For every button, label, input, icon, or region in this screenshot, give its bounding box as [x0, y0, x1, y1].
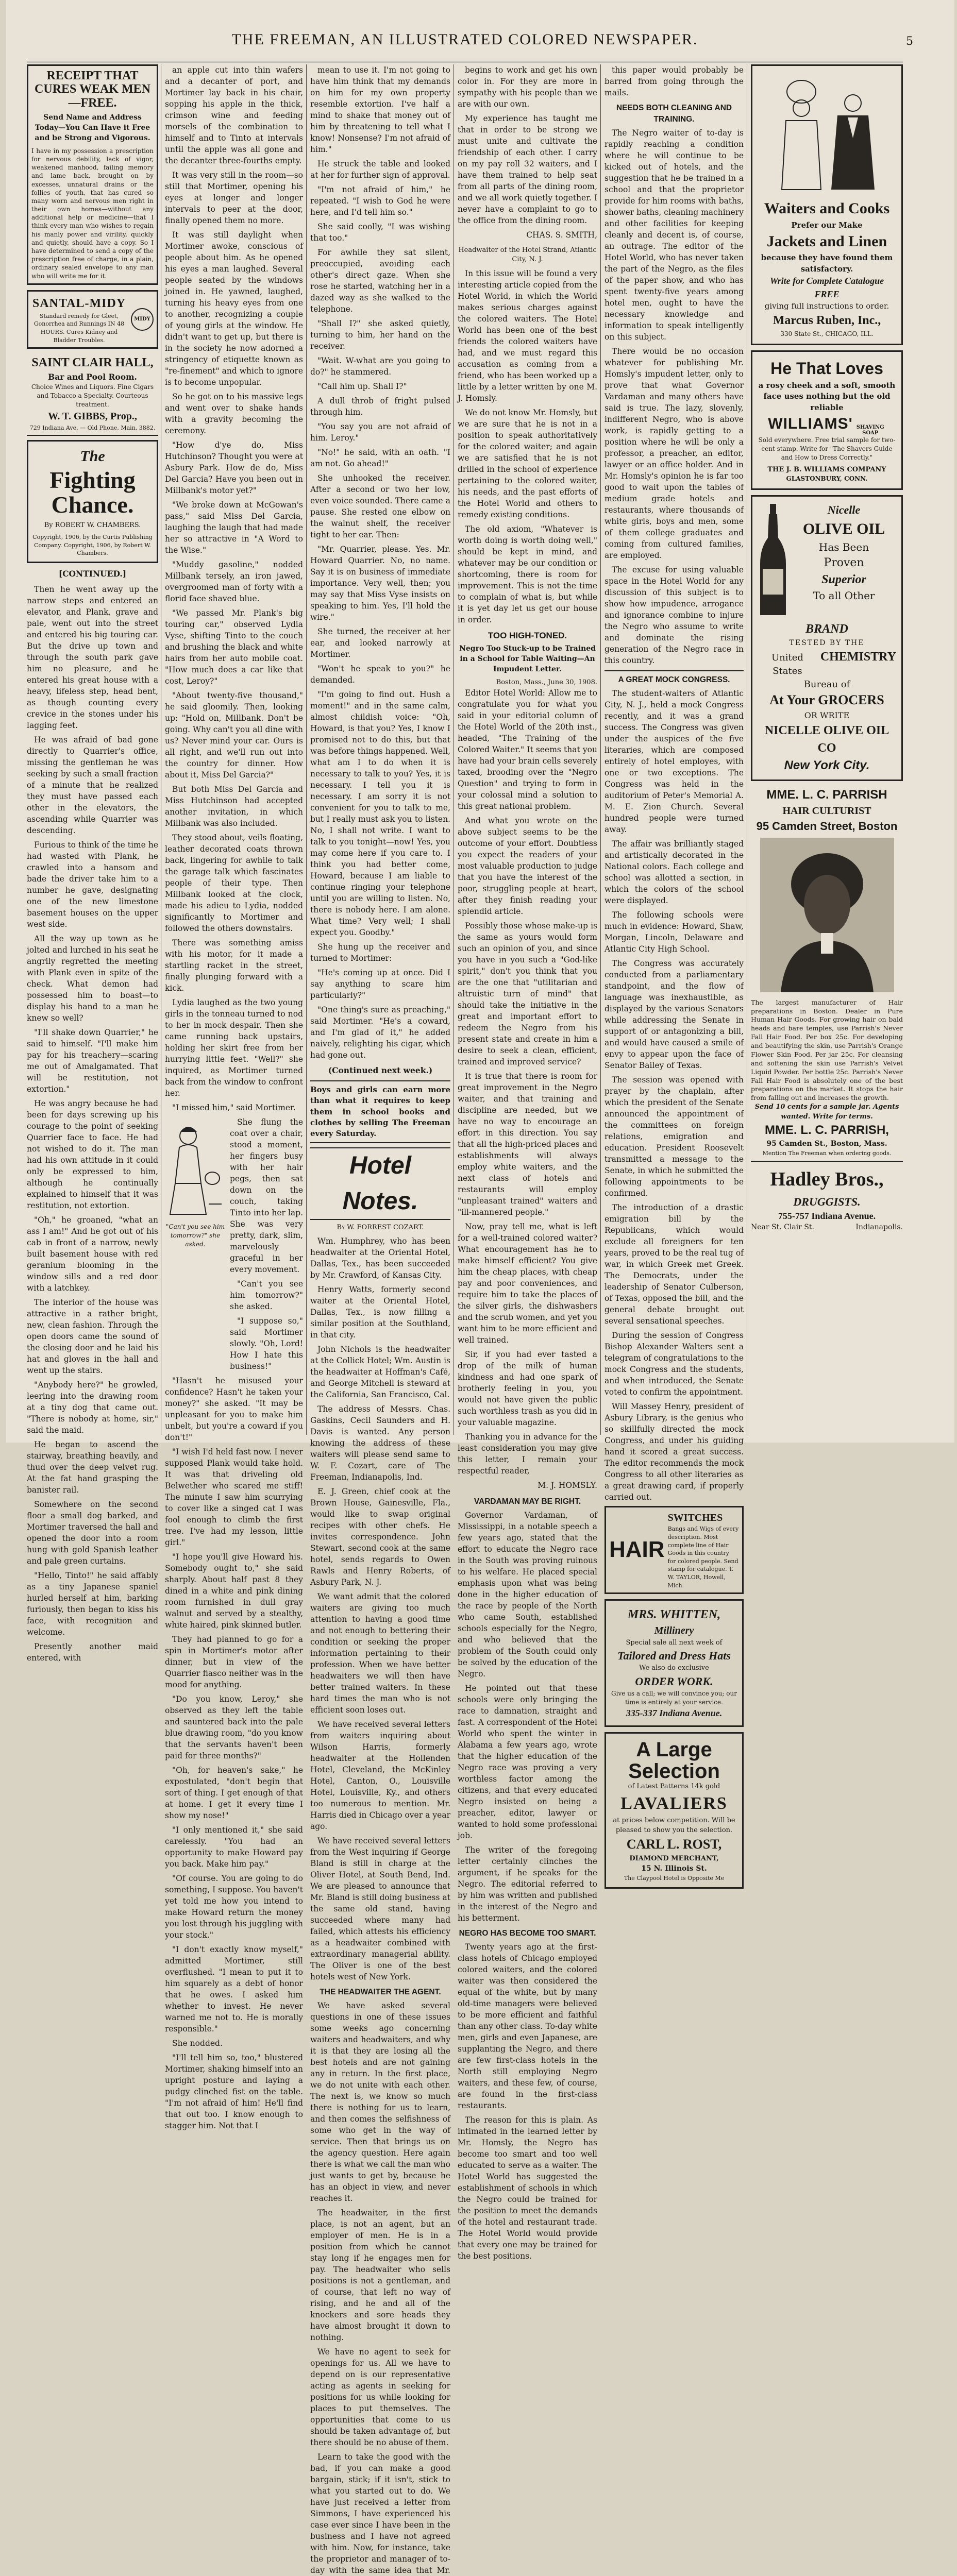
- article-paragraph: begins to work and get his own color in. For they are more in sympathy with his people than we are with our own.: [458, 65, 597, 109]
- article-paragraph: We do not know Mr. Homsly, but we are sure that he is not in a position to speak authoritatively for the colored waiter; and again we are satisfied that he is not drilled in the school of experience pertaining to the colored waiter, his needs, and the past efforts of the Hotel World and others to remedy existing conditions.: [458, 408, 597, 519]
- story-paragraph: "You say you are not afraid of him. Leroy.": [310, 422, 450, 443]
- ad-st-clair: [27, 354, 158, 436]
- waiters-sub: Prefer our Make: [791, 220, 863, 230]
- hair-heading: SWITCHES: [667, 1512, 723, 1523]
- whitten-also: We also do exclusive: [639, 1664, 709, 1672]
- story-paragraph: "Oh, for heaven's sake," he expostulated, "don't begin that sort of thing. I get enough of that at home. I get it every time I show my nose!": [165, 1766, 303, 1820]
- ad-mrs-whitten: [605, 1599, 744, 1726]
- story-paragraph: "Call him up. Shall I?": [317, 382, 407, 391]
- article-paragraph: The writer of the foregoing letter certainly clinches the argument, if he speaks for the Negro. The editorial referred to by him was written and published in the interest of the Negro and his betterment.: [458, 1845, 597, 1923]
- parrish-address: 95 Camden Street, Boston: [756, 820, 898, 833]
- story-continued-next: (Continued next week.): [328, 1065, 433, 1075]
- story-paragraph: The interior of the house was attractive in a rather bright, new, clean fashion. Through the open doors came the sound of the closing door and he laid his hat and gloves in the hall and went up the stairs.: [27, 1297, 158, 1375]
- rost-body: at prices below competition. Will be pleased to show you the selection.: [613, 1817, 735, 1834]
- waiters-name: Marcus Ruben, Inc.,: [773, 314, 881, 328]
- hadley-city: Indianapolis.: [855, 1223, 903, 1232]
- story-paragraph: So he got on to his massive legs and went over to shake hands with a gravity becoming the ceremony.: [165, 392, 303, 435]
- letter-paragraph: Editor Hotel World: Allow me to congratulate you for what you said in your editorial column of the Hotel World of the 20th inst., headed, "The Training of the Colored Waiter." It seems that you have had your brain cells severely taxed, brooding over the "Negro Question" and trying to form in your colossal mind a solution to this great national problem.: [458, 688, 597, 811]
- loves-body: a rosy cheek and a soft, smooth face uses nothing but the old reliable: [758, 381, 896, 412]
- article-paragraph: this paper would probably be barred from going through the mails.: [605, 65, 744, 97]
- story-paragraph: mean to use it. I'm not going to have him think that my demands on him for my own property resemble extortion. I've half a mind to shake that money out of him by threatening to tell what I know! Nonsense? I'm not afraid of him.": [310, 65, 450, 154]
- article-paragraph: The Congress was accurately conducted from a parliamentary standpoint, and the flow of language was inexhaustible, as displayed by the various Senators while addressing the Senate in support of or antagonizing a bill, and would have caused a smile of envy to appear upon the face of Senator Bailey of Texas.: [605, 959, 744, 1070]
- column-3: [310, 64, 450, 2575]
- column-1: [27, 64, 158, 1663]
- masthead-rule: [27, 61, 903, 62]
- story-paragraph: "Mr. Quarrier, please. Yes. Mr. Howard Quarrier. No, no name. Say it is on business of immediate importance. Very well, then; you may say that Miss Vyse insists on speaking to him. Yes, I'll hold the wire.": [310, 545, 450, 622]
- newspaper-page: [6, 0, 954, 2575]
- column-rule: [306, 64, 307, 1435]
- ad-santal-badge: MIDY: [131, 308, 154, 331]
- article-paragraph: The following schools were much in evidence: Howard, Shaw, Morgan, Lincoln, Delaware and Atlantic City High School.: [605, 910, 744, 954]
- ad-receipt-body: I have in my possession a prescription for nervous debility, lack of vigor, weakened manhood, failing memory and lame back, brought on by excesses, unnatural drains or the follies of youth, that has cured so many worn and nervous men right in their own homes—without any additional help or medicine—that I think every man who wishes to regain his manly power and virility, quickly and quietly, should have a copy. So I have determined to send a copy of the prescription free of charge, in a plain, ordinary sealed envelope to any man who will write me for it.: [31, 147, 154, 280]
- letter-paragraph: Sir, if you had ever tasted a drop of the milk of human kindness and had one spark of brotherly feeling in you, you would not have given the public such worthless trash as you did in your valuable magazine.: [458, 1350, 597, 1428]
- column-4: [458, 64, 597, 2261]
- story-paragraph: "I wish I'd held fast now. I never supposed Plank would take hold. It was that driveling old Belwether who scared me stiff! The minute I saw him scurrying to cover like a singed cat I was fool enough to climb the first tree. I've had my lesson, little girl.": [165, 1447, 303, 1547]
- parrish-title: MME. L. C. PARRISH: [766, 787, 887, 802]
- hadley-near: Near St. Clair St.: [751, 1223, 814, 1232]
- ad-stclair-title: SAINT CLAIR HALL,: [31, 356, 154, 370]
- waiters-because: because they have found them satisfactory.: [761, 253, 893, 274]
- loves-sold: Sold everywhere. Free trial sample for two-cent stamp. Write for "The Shavers Guide and How to Dress Correctly.": [758, 436, 896, 461]
- column-rule: [600, 64, 601, 1435]
- letter-paragraph: And what you wrote on the above subject seems to be the outcome of your effort. Doubtless you expect the readers of your most valuable production to judge that you have the interest of the poor, struggling people at heart, after they finish reading your splendid article.: [458, 816, 597, 917]
- story-paragraph: She nodded.: [172, 2039, 223, 2048]
- olive-grocers: At Your GROCERS: [769, 692, 884, 708]
- signature-title: Headwaiter of the Hotel Strand, Atlantic City, N. J.: [458, 246, 597, 264]
- too-high-toned-title: TOO HIGH-TONED.: [488, 630, 567, 640]
- story-paragraph: Furious to think of the time he had wasted with Plank, he crawled into a hansom and bade the driver take him to a number he gave, designating one of the new limestone basement houses on the upper west side.: [27, 840, 158, 929]
- whitten-big: Tailored and Dress Hats: [617, 1649, 731, 1663]
- story-paragraph: She turned, the receiver at her ear, and looked narrowly at Mortimer.: [310, 627, 450, 659]
- hotel-notes-byline: By W. FORREST COZART.: [337, 1223, 424, 1231]
- story-paragraph: "I'll shake down Quarrier," he said to himself. "I'll make him pay for his treachery—scaring me out of Amalgamated. That will be restitution, not extortion.": [27, 1027, 158, 1094]
- woman-figure-illustration-icon: [165, 1116, 226, 1219]
- parrish-sub: HAIR CULTURIST: [782, 805, 871, 817]
- story-paragraph: "How d'ye do, Miss Hutchinson? Thought you were at Asbury Park. How de do, Miss Del Garcia? Have you been out in Millbank's motor yet?": [165, 440, 303, 495]
- waiters-illustration-icon: [765, 71, 889, 195]
- story-paragraph: She unhooked the receiver. After a second or two her low, even voice sounded. There came a pause. She rested one elbow on the walnut shelf, the receiver tight to her ear. Then:: [310, 473, 450, 539]
- boys-notice: Boys and girls can earn more than what it requires to keep them in school books and clothes by selling The Freeman every Saturday.: [310, 1080, 450, 1143]
- loves-brand: WILLIAMS': [768, 415, 853, 432]
- illustration-block: [165, 1116, 303, 1375]
- rost-name: CARL L. ROST,: [626, 1837, 722, 1852]
- story-paragraph: "Can't you see him tomorrow?" she asked.: [230, 1279, 303, 1311]
- story-paragraph: "I only mentioned it," she said carelessly. "You had an opportunity to make Howard pay you back. Make him pay.": [165, 1825, 303, 1869]
- parrish-mention: Mention The Freeman when ordering goods.: [762, 1150, 892, 1157]
- story-paragraph: an apple cut into thin wafers and a decanter of port, and Mortimer lay back in his chair, sopping his apple in the thick, crimson wine and feeding morsels of the combination to himself and to Tinto at intervals until the apple was all gone and the decanter three-fourths empty.: [165, 65, 303, 165]
- article-paragraph: During the session of Congress Bishop Alexander Walters sent a telegram of congratulations to the mock Congress and the students, and when introduced, the Senate voted to confirm the appointment.: [605, 1331, 744, 1397]
- waiters-write: Write for Complete Catalogue FREE: [769, 276, 884, 299]
- olive-tested: TESTED BY THE: [789, 638, 865, 647]
- article-paragraph: The student-waiters of Atlantic City, N. J., held a mock Congress recently, and it was a grand success. The Congress was given under the auspices of the five literaries, which are composed entirely of hotel employes, with one or two exceptions. The Congress was held in the auditorium of Peter's Memorial A. M. E. Zion Church. Several hundred people were turned away.: [605, 689, 744, 834]
- story-paragraph: "Anybody here?" he growled, leering into the drawing room at a tiny dog that came out. "There is nobody at home, sir," said the maid.: [27, 1380, 158, 1435]
- olive-oil-bottle-icon: [758, 502, 788, 620]
- rost-address: 15 N. Illinois St.: [641, 1864, 707, 1873]
- signature: CHAS. S. SMITH,: [526, 230, 597, 240]
- hadley-title: Hadley Bros.,: [770, 1168, 884, 1190]
- story-paragraph: "We passed Mr. Plank's big touring car," observed Lydia Vyse, shifting Tinto to the couch and brushing the black and white hairs from her auto mobile coat. "How much does a car like that cost, Leroy?": [165, 608, 303, 686]
- story-paragraph: "Of course. You are going to do something, I suppose. You haven't yet told me how you intend to make Howard return the money you lost through his juggling with your stock.": [165, 1874, 303, 1940]
- article-paragraph: We have no agent to seek for openings for us. All we have to depend on is our representative acting as agents in seeking for positions for us while looking for places to put themselves. The opportunities that come to us should be taken advantage of, but there should be no abuse of them.: [310, 2347, 450, 2448]
- ad-parrish: [751, 786, 903, 1162]
- story-paragraph: "One thing's sure as preaching," said Mortimer. "He's a coward, and I'm glad of it," he added naively, relighting his cigar, which had gone out.: [310, 1005, 450, 1060]
- portrait-photo-icon: [760, 838, 894, 992]
- story-paragraph: "I hope you'll give Howard his. Somebody ought to," she said sharply. About half past 8 they dined in a white and pink dining room furnished in dull gray walnut and served by a stealthy, white haired, pink skinned butler.: [165, 1552, 303, 1630]
- story-title: Fighting Chance.: [49, 467, 136, 518]
- story-paragraph: "Won't he speak to you?" he demanded.: [310, 664, 450, 685]
- letter-paragraph: Thanking you in advance for the least consideration you may give this letter, I remain your respectful reader,: [458, 1432, 597, 1476]
- story-paragraph: "Hello, Tinto!" he said affably as a tiny Japanese spaniel hurled herself at him, barking furiously, then began to kiss his face, with recognition and welcome.: [27, 1570, 158, 1637]
- story-paragraph: "I'm going to find out. Hush a moment!" and in the same calm, almost childish voice: "Oh, Howard, is that you? Yes, I know I promised not to do this, but that was before things happened. Well, what am I to do when it is necessary to talk to you? Yes, it is necessary. I tell you it is necessary. I am sorry it is not convenient for you to talk to me, but I really must ask you to listen. No, I shall not write. I want to talk to you tonight—now! Yes, you may come here if you care to. I think you had better come, Howard, because I am liable to continue ringing your telephone until you are willing to listen. No, there is nobody here. I am alone. What time? Very well; I shall expect you. Goodby.": [310, 690, 450, 937]
- rost-hotel: The Claypool Hotel is Opposite Me: [624, 1874, 725, 1882]
- story-paragraph: He was angry because he had been for days screwing up his courage to the point of seeking Quarrier face to face. He had not wished to do it. The man had his own attitude in it could only be expressed to him, although he continually explained to himself that it was restitution, not extortion.: [27, 1098, 158, 1210]
- article-paragraph: There would be no occasion whatever for publishing Mr. Homsly's impudent letter, only to prove that what Governor Vardaman and many others have said is true. The lazy, slovenly, indifferent Negro, who is above work, is rapidly getting to a position where he will be only a professor, a preacher, an editor, lawyer or an office holder. And in Mr. Homsly's opinion he is far too good to wait upon the tables of medium grade hotels and restaurants, where thousands of white girls, boys and men, some of them college graduates and coming from cultured families, are employed.: [605, 347, 744, 560]
- whitten-body: Special sale all next week of: [626, 1638, 723, 1647]
- story-paragraph: "Oh," he groaned, "what an ass I am!" And he got out of his cab in front of a narrow, newly built basement house with red geranium blooming in the window sills and a red door with a latchkey.: [27, 1215, 158, 1293]
- article-paragraph: The introduction of a drastic emigration bill by the Republicans, which would exclude all foreigners for ten years, proved to be the real tug of war, in which Greek met Greek. The Democrats, under the leadership of Senator Culberson, of Texas, opposed the bill, and the general debate brought out several sensational speeches.: [605, 1203, 744, 1326]
- letter-paragraph: Possibly those whose make-up is the same as yours would form such an opinion of you, and since you have in you such a "God-like spirit," don't you think that you are the one that "utilitarian and altruistic turn of mind" that should take the initiative in the great and important effort to redeem the Negro from his present state and create in him a desire to seek a clean, efficient, trained and improved service?: [458, 921, 597, 1067]
- waiters-giving: giving full instructions to order.: [764, 301, 889, 311]
- letter-paragraph: Now, pray tell me, what is left for a well-trained colored waiter? What encouragement has he to make himself efficient? You give him the cheap places, with cheap pay and poor conveniences, and require him to take the places of the silver girls, the dishwashers and the scrub women, and yet you want him to be more efficient and well trained.: [458, 1222, 597, 1345]
- story-copyright: Copyright, 1906, by the Curtis Publishing Company. Copyright, 1906, by Robert W. Chambers.: [32, 534, 153, 557]
- olive-or: OR WRITE: [804, 710, 850, 720]
- story-header: [27, 440, 158, 563]
- illustration-caption: "Can't you see him tomorrow?" she asked.: [165, 1223, 225, 1248]
- article-paragraph: The old axiom, "Whatever is worth doing is worth doing well," should be kept in mind, and whatever may be our condition or shortcoming, there is room for improvement. This is not the time to complain of what is, but while it is yet day let us get our house in order.: [458, 524, 597, 624]
- olive-title: OLIVE OIL: [802, 520, 885, 537]
- hotel-note: We have received several letters from waiters inquiring about Wilson Harris, formerly headwaiter at the Hollenden Hotel, Cleveland, the McKinley Hotel, Canton, O., Louisville Hotel, Louisville, Ky., and others too numerous to mention. Mr. Harris died in Chicago over a year ago.: [310, 1720, 450, 1832]
- olive-company: NICELLE OLIVE OIL CO: [764, 723, 889, 755]
- page-number: 5: [906, 35, 913, 48]
- olive-brand: BRAND: [805, 622, 848, 636]
- ad-carl-rost: [605, 1732, 744, 1889]
- story-paragraph: "I missed him," said Mortimer.: [172, 1103, 296, 1112]
- ad-receipt-subtitle: Send Name and Address Today—You Can Have it Free and be Strong and Vigorous.: [35, 113, 150, 142]
- ad-hadley: [751, 1166, 903, 1233]
- article-paragraph: He pointed out that these schools were only bringing the race to damnation, straight and fast. A correspondent of the Hotel World who spent the winter in Alabama a few years ago, wrote that the higher education of the Negro race was proving a very worthless factor among the citizens, and that every educated Negro insisted on being a preacher, editor, lawyer or wanted to hold some professional job.: [458, 1684, 597, 1841]
- story-the: The: [80, 448, 105, 465]
- article-paragraph: Twenty years ago at the first-class hotels of Chicago employed colored waiters, and the colored waiter was then considered the equal of the white, but by many old-time managers were believed to be more efficient and faithful than any other class. To-day white men, girls and even Japanese, are supplanting the Negro, and there are few first-class hotels in the North still employing Negro waiters, and these few, of course, are found in the first-class restaurants.: [458, 1942, 597, 2111]
- letter-paragraph: It is true that there is room for great improvement in the Negro waiter, and that training and discipline are needed, but we have no way to encourage an effort in this direction. You say that all the high-priced places and establishments will always employ white waiters, and the next class of hotels and restaurants will employ "unpleasant trained" waiters and "ill-mannered people.": [458, 1072, 597, 1217]
- article-paragraph: Will Massey Henry, president of Asbury Library, is the genius who so skillfully directed the mock Congress, and under his guiding hand it scored a great success. The editor recommends the mock Congress to all other literaries as a great drawing card, if properly carried out.: [605, 1402, 744, 1502]
- mock-congress-title: A GREAT MOCK CONGRESS.: [605, 670, 744, 686]
- hotel-note: Henry Watts, formerly second waiter at the Oriental Hotel, Dallas, Tex., is now filling a similar position at the Southland, in that city.: [310, 1285, 450, 1340]
- olive-nicelle: Nicelle: [827, 503, 861, 517]
- story-paragraph: He began to ascend the stairway, breathing heavily, and thud over the deep velvet rug. At the fat hand grasping the banister rail.: [27, 1439, 158, 1495]
- waiters-title: Waiters and Cooks: [764, 200, 890, 217]
- story-paragraph: "We broke down at McGowan's pass," said Miss Del Garcia, laughing the laugh that had made her so attractive in "A Word to the Wise.": [165, 500, 303, 555]
- masthead-title: THE FREEMAN, AN ILLUSTRATED COLORED NEWSPAPER.: [231, 31, 698, 48]
- article-paragraph: Learn to take the good with the bad, if you can make a good bargain, stick; if it isn't, stick to what you started out to do. We have just received a letter from Simmons, I have experienced his case ever since I have been in the business and I have not agreed with him. Now, for instance, take the proprietor and manager of to-day with the same idea that Mr.: [310, 2452, 450, 2575]
- story-paragraph: "Wait. W-what are you going to do?" he stammered.: [310, 356, 450, 377]
- hotel-note: John Nichols is the headwaiter at the Collick Hotel; Wm. Austin is the headwaiter at Hoffman's Café, and George Mitchell is steward at the California, San Francisco, Cal.: [310, 1345, 450, 1400]
- story-paragraph: They had planned to go for a spin in Mortimer's motor after dinner, but in view of the Quarrier fiasco neither was in the mood for anything.: [165, 1635, 303, 1689]
- story-paragraph: Lydia laughed as the two young girls in the tonneau turned to nod to her in mock despair. Then she came running back upstairs, holding her skirt free from her hurrying little feet. "Well?" she inquired, as Mortimer turned back from the window to confront her.: [165, 998, 303, 1098]
- story-paragraph: "I'll tell him so, too," blustered Mortimer, shaking himself into an upright posture and laying a pudgy clinched fist on the table. "I'm not afraid of him! He'll find that out too. I know enough to stagger him. Not that I: [165, 2053, 303, 2130]
- hair-title: HAIR: [609, 1537, 665, 1563]
- olive-superior: Superior: [821, 572, 866, 586]
- ad-receipt-title: RECEIPT THAT CURES WEAK MEN—FREE.: [35, 69, 150, 110]
- story-paragraph: "Do you know, Leroy," she observed as they left the table and sauntered back into the pale blue drawing room, "do you know that the servants haven't been paid for three months?": [165, 1694, 303, 1760]
- story-paragraph: It was very still in the room—so still that Mortimer, opening his eyes at longer and longer intervals to peer at the door, finally opened them no more.: [165, 171, 303, 225]
- ad-receipt: [27, 64, 158, 285]
- needs-cleaning-title: NEEDS BOTH CLEANING AND TRAINING.: [616, 104, 732, 124]
- waiters-address: 330 State St., CHICAGO, ILL.: [780, 330, 874, 337]
- ad-stclair-sub: Bar and Pool Room.: [48, 372, 137, 382]
- signature: M. J. HOMSLY.: [538, 1481, 597, 1490]
- hair-body: Bangs and Wigs of every description. Most complete line of Hair Goods in this country for colored people. Send stamp for catalogue. T. W. TAYLOR, Howell, Mich.: [667, 1526, 739, 1589]
- whitten-sub: Millinery: [654, 1625, 694, 1637]
- story-paragraph: Then he went away up the narrow steps and entered an elevator, and Plank, grave and pale, went out into the street and entered his big touring car. But the drive up town and through the south park gave him no pleasure, and he entered his great house with a heavy, lifeless step, head bent, as though counting every crevice in the stones under his lagging feet.: [27, 584, 158, 730]
- story-paragraph: "He's coming up at once. Did I say anything to scare him particularly?": [310, 968, 450, 1000]
- too-high-toned-subtitle: Negro Too Stuck-up to be Trained in a School for Table Waiting—An Impudent Letter.: [459, 645, 596, 673]
- hotel-notes-title: Hotel Notes.: [310, 1147, 450, 1219]
- hotel-note: The address of Messrs. Chas. Gaskins, Cecil Saunders and H. Davis is wanted. Any person knowing the address of these waiters will please send same to W. F. Cozart, care of The Freeman, Indianapolis, Ind.: [310, 1404, 450, 1482]
- loves-title: He That Loves: [770, 359, 883, 378]
- story-paragraph: For awhile they sat silent, preoccupied, avoiding each other's direct gaze. When she rose he started, watching her in a dazed way as she walked to the telephone.: [310, 248, 450, 314]
- article-paragraph: The session was opened with prayer by the chaplain, after which the president of the Senate announced the appointment of the committees on foreign relations, emigration and education. President Roosevelt transmitted a message to the Senate, in which he submitted the following appointments to be confirmed.: [605, 1075, 744, 1198]
- olive-to: To all Other: [813, 589, 875, 602]
- story-paragraph: He was afraid of bad gone directly to Quarrier's office, missing the gentleman he was seeking by such a small fraction of a minute that he realized they must have passed each other in the elevators, the ascending while Quarrier was descending.: [27, 735, 158, 835]
- article-paragraph: The headwaiter, in the first place, is not an agent, but an employer of men. He is in a position from which he cannot stay long if he engages men for pay. The headwaiter who sells positions is not a gentleman, and of course, that left no way of rising, and he and all of the knockers and sore heads they have almost brought it down to nothing.: [310, 2208, 450, 2343]
- story-paragraph: "Shall I?" she asked quietly, turning to him, her hand on the receiver.: [310, 319, 450, 351]
- ad-stclair-address: 729 Indiana Ave. — Old Phone, Main, 3882.: [29, 424, 156, 431]
- story-paragraph: She said coolly, "I was wishing that too.": [310, 222, 450, 243]
- whitten-order: ORDER WORK.: [635, 1674, 713, 1688]
- olive-chemistry: CHEMISTRY: [820, 650, 896, 664]
- article-paragraph: The affair was brilliantly staged and artistically decorated in the National colors. Each college and school was allotted a section, in which the colors of the school were displayed.: [605, 839, 744, 905]
- story-paragraph: She flung the coat over a chair, stood a moment, her fingers busy with her hair pegs, then sat down on the couch, taking Tinto into her lap. She was very pretty, dark, slim, marvelously graceful in her every movement.: [230, 1117, 303, 1274]
- article-paragraph: The excuse for using valuable space in the Hotel World for any discussion of this subject is to show how impudence, arrogance and ignorance combine to injure the Negro who assume to write and dominate the rising generation of the Negro race in this country.: [605, 565, 744, 665]
- story-paragraph: "About twenty-five thousand," he said gloomily. Then, looking up: "Hold on, Millbank. Don't be going. Why can't you all dine with us? Never mind your car. Ours is all right, and we'll run out into the country for dinner. How about it, Miss Del Garcia?": [165, 691, 303, 779]
- ad-stclair-proprietor: W. T. GIBBS, Prop.,: [48, 411, 137, 422]
- olive-us: United States: [771, 652, 803, 676]
- loves-sub: SHAVING SOAP: [856, 424, 884, 436]
- story-paragraph: She hung up the receiver and turned to Mortimer:: [310, 942, 450, 963]
- rost-headline: A Large Selection: [628, 1738, 720, 1783]
- hotel-note: Wm. Humphrey, who has been headwaiter at the Oriental Hotel, Dallas, Tex., has been succeeded by Mr. Crawford, of Kansas City.: [310, 1236, 450, 1280]
- hadley-sub: DRUGGISTS.: [793, 1195, 861, 1208]
- hadley-address: 755-757 Indiana Avenue.: [778, 1210, 876, 1221]
- story-paragraph: He struck the table and looked at her for further sign of approval.: [310, 159, 450, 180]
- olive-city: New York City.: [784, 758, 870, 772]
- ad-santal-text: Standard remedy for Gleet, Gonorrhea and Runnings IN 48 HOURS. Cures Kidney and Bladder Troubles.: [33, 312, 125, 344]
- article-paragraph: The Negro waiter of to-day is rapidly reaching a condition where he will continue to be kicked out of hotels, and the suggestion that he be trained in a school and that the proprietor provide for him rooms with baths, shower baths, cleaning machinery and other facilities for keeping cleanly and decent is, of course, an outrage. The editor of the Hotel World, who has never taken the part of the Negro, as the files of the paper show, and who has spent twenty-five years among hotel men, ought to have the necessary knowledge and information to speak intelligently on this subject.: [605, 128, 744, 342]
- rost-of: of Latest Patterns 14k gold: [628, 1782, 720, 1790]
- story-paragraph: There was something amiss with his motor, for it made a startling racket in the street, finally plunging forward with a kick.: [165, 938, 303, 993]
- olive-bureau: Bureau of: [803, 679, 850, 690]
- letter-date: Boston, Mass., June 30, 1908.: [496, 678, 597, 686]
- story-paragraph: "No!" he said, with an oath. "I am not. Go ahead!": [310, 448, 450, 468]
- parrish-body: The largest manufacturer of Hair preparations in Boston. Dealer in Pure Human Hair Goods. For growing hair on bald heads and bare temples, use Parrish's Never Fall Hair Food. Per box 25c. For developing and beautifying the skin, use Parrish's Orange Flower Skin Food. Per jar 25c. For cleansing and softening the skin use Parrish's Velvet Liquid Powder. Per bottle 25c. Parrish's Never Fall Hair Food is absolutely one of the best preparations on the market. It stops the hair from falling out and increases the growth.: [751, 998, 903, 1102]
- hotel-note: We have received several letters from the West inquiring if George Bland is still in charge at the Oliver Hotel, at South Bend, Ind. We are pleased to announce that Mr. Bland is still doing business at the same old stand, having succeeded where many had failed, which attests his efficiency as a headwaiter combined with extraordinary managerial ability. The Oliver is one of the best hotels west of New York.: [310, 1836, 450, 1982]
- story-paragraph: Somewhere on the second floor a small dog barked, and Mortimer traversed the hall and opened the door into a room hung with gold Spanish leather and pale green curtains.: [27, 1499, 158, 1566]
- parrish-send: Send 10 cents for a sample jar. Agents wanted. Write for terms.: [754, 1103, 899, 1121]
- story-paragraph: "I suppose so," said Mortimer slowly. "Oh, Lord! How I hate this business!": [230, 1316, 303, 1371]
- rost-diamond: DIAMOND MERCHANT,: [629, 1855, 719, 1863]
- story-paragraph: But both Miss Del Garcia and Miss Hutchinson had accepted another invitation, in which Millbank was also included.: [165, 785, 303, 828]
- story-author: By ROBERT W. CHAMBERS.: [44, 521, 141, 529]
- rost-lavaliers: LAVALIERS: [620, 1794, 728, 1814]
- article-paragraph: The reason for this is plain. As intimated in the learned letter by Mr. Homsly, the Negro has become too smart and too well educated to serve as a waiter. The Hotel World has suggested the establishment of schools in which the Negro could be trained for the position to meet the demands of the hotel and restaurant trade. The Hotel World would provide that every one may be trained for the best positions.: [458, 2115, 597, 2261]
- story-paragraph: Presently another maid entered, with: [27, 1641, 158, 1663]
- parrish-name: MME. L. C. PARRISH,: [765, 1123, 889, 1138]
- column-5: [605, 64, 744, 1882]
- negro-too-smart-title: NEGRO HAS BECOME TOO SMART.: [459, 1929, 596, 1938]
- olive-has: Has Been: [818, 541, 869, 554]
- hotel-note: We want admit that the colored waiters are giving too much attention to having a good time and not enough to bettering their condition or seeking the proper information pertaining to their profession. When we have better headwaiters we will then have better trained waiters. In these hard times the man who is not efficient soon loses out.: [310, 1592, 450, 1715]
- story-continued: [CONTINUED.]: [58, 568, 127, 579]
- ad-nicelle-olive-oil: [751, 495, 903, 781]
- story-paragraph: A dull throb of fright pulsed through him.: [310, 396, 450, 417]
- hotel-note: E. J. Green, chief cook at the Brown House, Gainesville, Fla., would like to swap original recipes with other chefs. He invites correspondence. John Stewart, second cook at the same hotel, sends regards to Owen Rawls and Henry Roberts, of Asbury Park, N. J.: [310, 1487, 450, 1587]
- ad-hair-switches: [605, 1506, 744, 1594]
- vardaman-title: VARDAMAN MAY BE RIGHT.: [474, 1497, 581, 1506]
- ad-santal-midy: [27, 290, 158, 349]
- whitten-give: Give us a call; we will convince you; our time is entirely at your service.: [611, 1690, 737, 1706]
- story-paragraph: "I'm not afraid of him," he repeated. "I wish to God he were here, and I'd tell him so.": [310, 185, 450, 217]
- ad-stclair-body: Choice Wines and Liquors. Fine Cigars and Tobacco a Specialty. Courteous treatment.: [31, 383, 154, 409]
- story-paragraph: All the way up town as he jolted and lurched in his seat he angrily regretted the meeting with Plank even in spite of the check. What demon had possessed him to boast—to display his hand to a man he knew so well?: [27, 934, 158, 1023]
- story-paragraph: It was still daylight when Mortimer awoke, conscious of people about him. As he opened his eyes a man laughed. Several people seated by the windows joined in. He yawned, laughed, turning his heavy eyes from one to another, recognizing a couple of young girls at the window. He didn't want to get up, but there is in the society he now adorned a stringency of etiquette known as "re-finement" and which to ignore is to become unpopular.: [165, 230, 303, 387]
- ad-santal-title: SANTAL-MIDY: [32, 296, 126, 310]
- story-paragraph: "Hasn't he misused your confidence? Hasn't he taken your money?" she asked. "It may be unpleasant for you to make him unbelt, but you're a coward if you don't!": [165, 1376, 303, 1442]
- whitten-title: MRS. WHITTEN,: [627, 1608, 721, 1622]
- story-paragraph: "I don't exactly know myself," admitted Mortimer, still overflushed. "I mean to put it to him squarely as a debt of honor that he owes. I asked him whether to invest. He never warned me not to. He is morally responsible.": [165, 1945, 303, 2033]
- loves-city: GLASTONBURY, CONN.: [786, 475, 868, 483]
- column-2: [165, 64, 303, 2130]
- article-paragraph: Governor Vardaman, of Mississippi, in a notable speech a few years ago, stated that the effort to educate the Negro race in the South was proving ruinous to his welfare. He placed special emphasis upon what was being done in the higher education of the race by people of the North who came South, established schools especially for the Negro, and who believed that the problem of the South could only be solved by the education of the Negro.: [458, 1511, 597, 1679]
- whitten-address: 335-337 Indiana Avenue.: [626, 1708, 723, 1719]
- story-paragraph: They stood about, veils floating, leather decorated coats thrown back, lingering for awhile to talk the garage talk which fascinates people of their type. Then Millbank looked at the clock, made his adieu to Lydia, nodded significantly to Mortimer and followed the others downstairs.: [165, 833, 303, 933]
- ad-williams-soap: [751, 350, 903, 490]
- ad-waiters-cooks: [751, 64, 903, 345]
- loves-company: THE J. B. WILLIAMS COMPANY: [767, 466, 886, 473]
- parrish-address-2: 95 Camden St., Boston, Mass.: [766, 1140, 887, 1148]
- waiters-big: Jackets and Linen: [766, 232, 887, 250]
- olive-proven: Proven: [824, 556, 864, 569]
- article-paragraph: In this issue will be found a very interesting article copied from the Hotel World, in which the World makes serious charges against the colored waiters. The Hotel World has been one of the best friends the colored waiters have had, and we must regard this accusation as coming from a friend, who has been worked up a little by a letter written by one M. J. Homsly.: [458, 268, 597, 403]
- headwaiter-agent-title: THE HEADWAITER THE AGENT.: [320, 1988, 441, 1997]
- article-paragraph: We have asked several questions in one of these issues some weeks ago concerning waiters and headwaiters, and why it is that they are losing all the best hotels and are not gaining any in return. In the first place, we do not unite with each other. The next is, we know so much there is nothing for us to learn, and then comes the selfishness of some who get in the way of service. Then that brings us on the agency question. Here again there is what we call the man who just wants to get by, because he has an object in view, and never reaches it.: [310, 2001, 450, 2204]
- article-paragraph: My experience has taught me that in order to be strong we must unite and cultivate the friendship of each other. I carry on my pay roll 32 waiters, and I have them trained to help seat from all parts of the dining room, and we all work quietly together. I never have a complaint to go to the office from the dining room.: [458, 114, 597, 225]
- story-paragraph: "Muddy gasoline," nodded Millbank tersely, an iron jawed, overgroomed man of forty with a florid face shaved blue.: [165, 560, 303, 603]
- column-6: [751, 64, 903, 1435]
